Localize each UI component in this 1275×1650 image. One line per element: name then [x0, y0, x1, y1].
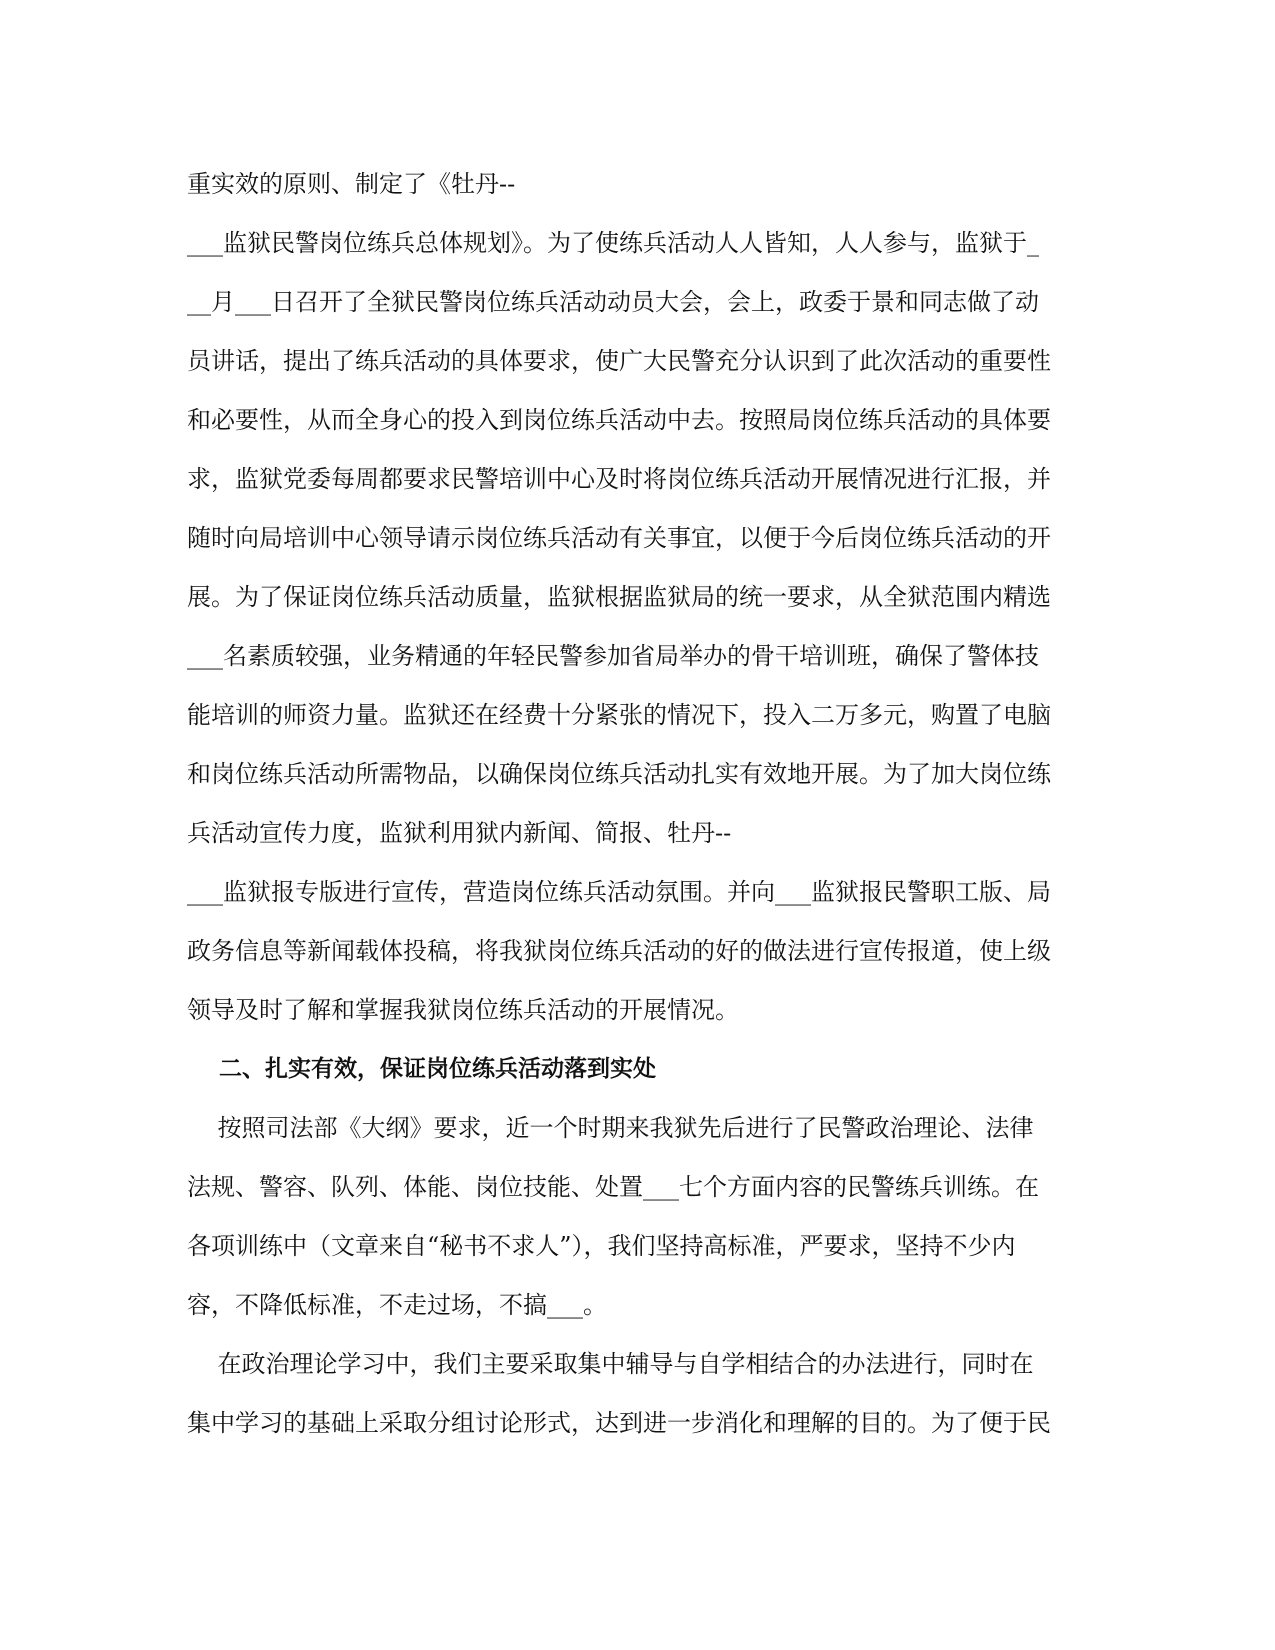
- body-line: 领导及时了解和掌握我狱岗位练兵活动的开展情况。: [187, 996, 739, 1024]
- body-line: ___名素质较强，业务精通的年轻民警参加省局举办的骨干培训班，确保了警体技: [187, 642, 1039, 670]
- body-line: 求，监狱党委每周都要求民警培训中心及时将岗位练兵活动开展情况进行汇报，并: [187, 465, 1051, 493]
- body-line: 随时向局培训中心领导请示岗位练兵活动有关事宜，以便于今后岗位练兵活动的开: [187, 524, 1051, 552]
- body-line: ___监狱民警岗位练兵总体规划》。为了使练兵活动人人皆知，人人参与，监狱于_: [187, 229, 1039, 257]
- body-line: 展。为了保证岗位练兵活动质量，监狱根据监狱局的统一要求，从全狱范围内精选: [187, 583, 1051, 611]
- body-line: 容，不降低标准，不走过场，不搞___。: [187, 1291, 607, 1319]
- body-line: 法规、警容、队列、体能、岗位技能、处置___七个方面内容的民警练兵训练。在: [187, 1173, 1039, 1201]
- body-line: 员讲话，提出了练兵活动的具体要求，使广大民警充分认识到了此次活动的重要性: [187, 347, 1051, 375]
- body-line: __月___日召开了全狱民警岗位练兵活动动员大会，会上，政委于景和同志做了动: [187, 288, 1039, 316]
- body-line: 集中学习的基础上采取分组讨论形式，达到进一步消化和理解的目的。为了便于民: [187, 1409, 1051, 1437]
- body-line: 按照司法部《大纲》要求，近一个时期来我狱先后进行了民警政治理论、法律: [187, 1114, 1034, 1142]
- section-heading: 二、扎实有效，保证岗位练兵活动落到实处: [187, 1056, 657, 1082]
- body-line: 在政治理论学习中，我们主要采取集中辅导与自学相结合的办法进行，同时在: [187, 1350, 1034, 1378]
- body-line: ___监狱报专版进行宣传，营造岗位练兵活动氛围。并向___监狱报民警职工版、局: [187, 878, 1051, 906]
- body-line: 政务信息等新闻载体投稿，将我狱岗位练兵活动的好的做法进行宣传报道，使上级: [187, 937, 1051, 965]
- body-line: 和岗位练兵活动所需物品，以确保岗位练兵活动扎实有效地开展。为了加大岗位练: [187, 760, 1051, 788]
- body-line: 各项训练中（文章来自“秘书不求人”），我们坚持高标准，严要求，坚持不少内: [187, 1232, 1016, 1260]
- body-line: 和必要性，从而全身心的投入到岗位练兵活动中去。按照局岗位练兵活动的具体要: [187, 406, 1051, 434]
- body-line: 兵活动宣传力度，监狱利用狱内新闻、简报、牡丹--: [187, 819, 732, 847]
- body-line: 能培训的师资力量。监狱还在经费十分紧张的情况下，投入二万多元，购置了电脑: [187, 701, 1051, 729]
- body-line: 重实效的原则、制定了《牡丹--: [187, 170, 516, 198]
- document-body: [187, 168, 1087, 1466]
